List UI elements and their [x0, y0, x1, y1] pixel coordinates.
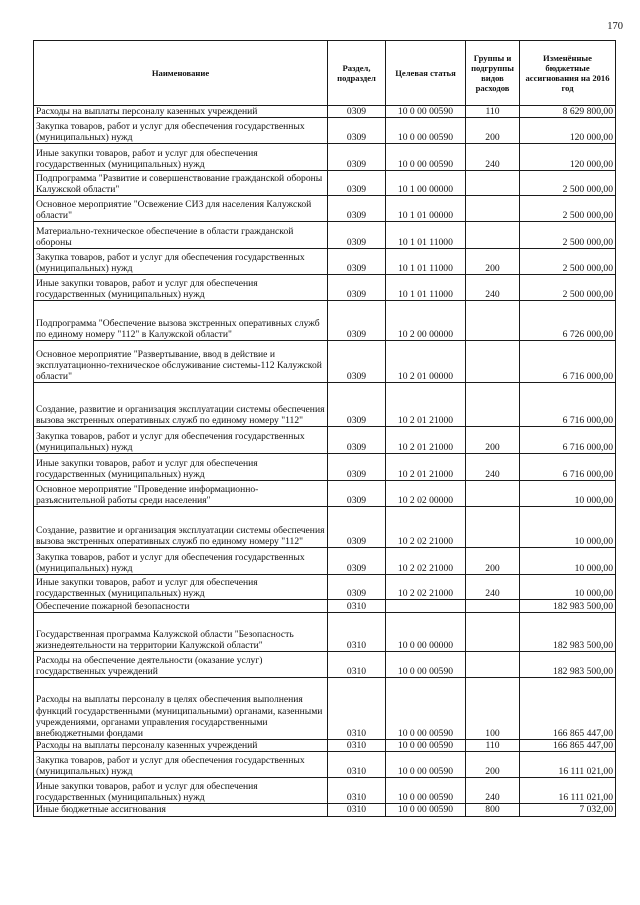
table-cell-name: Расходы на выплаты персоналу казенных учреждений	[34, 106, 328, 118]
table-cell-group: 240	[466, 454, 520, 481]
table-cell-section: 0309	[328, 144, 386, 171]
table-cell-name: Иные закупки товаров, работ и услуг для обеспечения государственных (муниципальных) нужд	[34, 575, 328, 600]
table-cell-group: 200	[466, 249, 520, 275]
table-cell-amount: 8 629 800,00	[520, 106, 616, 118]
table-cell-section: 0309	[328, 427, 386, 454]
table-cell-name: Создание, развитие и организация эксплуатации системы обеспечения вызова экстренных оперативных служб по единому номеру "112"	[34, 383, 328, 427]
table-cell-group: 200	[466, 548, 520, 575]
table-cell-amount: 166 865 447,00	[520, 740, 616, 752]
table-cell-group	[466, 600, 520, 613]
table-cell-section: 0310	[328, 740, 386, 752]
table-cell-section: 0309	[328, 481, 386, 507]
table-cell-article: 10 0 00 00590	[386, 678, 466, 740]
table-cell-section: 0309	[328, 118, 386, 144]
table-cell-article: 10 1 01 11000	[386, 222, 466, 249]
table-cell-group: 100	[466, 678, 520, 740]
table-cell-group: 240	[466, 575, 520, 600]
table-cell-name: Подпрограмма "Обеспечение вызова экстренных оперативных служб по единому номеру "112" в Калужской области"	[34, 301, 328, 341]
table-row	[34, 481, 616, 507]
table-cell-article: 10 1 00 00000	[386, 171, 466, 196]
table-row	[34, 454, 616, 481]
table-cell-article: 10 0 00 00590	[386, 118, 466, 144]
table-row	[34, 249, 616, 275]
table-row	[34, 144, 616, 171]
table-cell-group	[466, 652, 520, 678]
table-cell-section: 0309	[328, 507, 386, 548]
table-cell-article: 10 0 00 00590	[386, 740, 466, 752]
table-cell-section: 0310	[328, 804, 386, 816]
table-row	[34, 171, 616, 196]
table-cell-section: 0309	[328, 454, 386, 481]
table-cell-amount: 182 983 500,00	[520, 600, 616, 613]
table-cell-amount: 2 500 000,00	[520, 249, 616, 275]
table-cell-section: 0309	[328, 341, 386, 383]
table-cell-group	[466, 222, 520, 249]
table-row	[34, 507, 616, 548]
table-cell-group: 240	[466, 144, 520, 171]
table-cell-amount: 120 000,00	[520, 144, 616, 171]
table-cell-name: Обеспечение пожарной безопасности	[34, 600, 328, 613]
page-number: 170	[607, 21, 623, 32]
table-cell-article: 10 0 00 00590	[386, 106, 466, 118]
table-cell-article: 10 2 01 21000	[386, 427, 466, 454]
table-cell-amount: 16 111 021,00	[520, 752, 616, 778]
table-cell-amount: 6 716 000,00	[520, 454, 616, 481]
table-row	[34, 301, 616, 341]
table-cell-group	[466, 383, 520, 427]
table-cell-group: 110	[466, 106, 520, 118]
table-cell-section: 0309	[328, 249, 386, 275]
table-cell-group	[466, 171, 520, 196]
table-cell-section: 0310	[328, 600, 386, 613]
table-cell-section: 0309	[328, 275, 386, 301]
table-cell-article: 10 2 01 00000	[386, 341, 466, 383]
table-cell-article: 10 2 02 00000	[386, 481, 466, 507]
table-cell-group: 200	[466, 427, 520, 454]
table-cell-name: Расходы на выплаты персоналу казенных учреждений	[34, 740, 328, 752]
table-cell-group: 200	[466, 118, 520, 144]
table-cell-group: 110	[466, 740, 520, 752]
table-cell-name: Основное мероприятие "Проведение информационно-разъяснительной работы среди населения"	[34, 481, 328, 507]
table-cell-name: Иные закупки товаров, работ и услуг для обеспечения государственных (муниципальных) нужд	[34, 144, 328, 171]
table-row	[34, 427, 616, 454]
table-cell-group: 200	[466, 752, 520, 778]
table-cell-section: 0310	[328, 678, 386, 740]
table-cell-amount: 10 000,00	[520, 548, 616, 575]
table-row	[34, 118, 616, 144]
table-row	[34, 575, 616, 600]
table-cell-amount: 6 726 000,00	[520, 301, 616, 341]
table-cell-group	[466, 301, 520, 341]
header-group: Группы и подгруппы видов расходов	[466, 41, 520, 106]
table-row	[34, 678, 616, 740]
table-cell-name: Расходы на выплаты персоналу в целях обеспечения выполнения функций государственными (муниципальными) органами, казенными учреждениями, органами управления государственными внебюджетными фондами	[34, 678, 328, 740]
table-cell-name: Закупка товаров, работ и услуг для обеспечения государственных (муниципальных) нужд	[34, 548, 328, 575]
header-amount: Изменённые бюджетные ассигнования на 2016 год	[520, 41, 616, 106]
table-row	[34, 752, 616, 778]
header-section: Раздел, подраздел	[328, 41, 386, 106]
table-cell-name: Закупка товаров, работ и услуг для обеспечения государственных (муниципальных) нужд	[34, 752, 328, 778]
table-cell-amount: 10 000,00	[520, 481, 616, 507]
table-cell-section: 0309	[328, 548, 386, 575]
table-cell-article: 10 1 01 11000	[386, 249, 466, 275]
table-row	[34, 222, 616, 249]
header-name: Наименование	[34, 41, 328, 106]
table-cell-name: Иные бюджетные ассигнования	[34, 804, 328, 816]
table-cell-amount: 2 500 000,00	[520, 275, 616, 301]
table-cell-article: 10 2 00 00000	[386, 301, 466, 341]
table-cell-name: Иные закупки товаров, работ и услуг для обеспечения государственных (муниципальных) нужд	[34, 778, 328, 804]
table-cell-group	[466, 613, 520, 652]
table-cell-name: Закупка товаров, работ и услуг для обеспечения государственных (муниципальных) нужд	[34, 249, 328, 275]
table-cell-section: 0309	[328, 383, 386, 427]
table-cell-group	[466, 341, 520, 383]
table-row	[34, 341, 616, 383]
table-cell-amount: 6 716 000,00	[520, 383, 616, 427]
table-row	[34, 548, 616, 575]
table-cell-article: 10 2 02 21000	[386, 548, 466, 575]
table-cell-amount: 182 983 500,00	[520, 652, 616, 678]
table-cell-name: Материально-техническое обеспечение в области гражданской обороны	[34, 222, 328, 249]
table-cell-article: 10 2 02 21000	[386, 575, 466, 600]
table-cell-section: 0309	[328, 575, 386, 600]
table-cell-article: 10 1 01 00000	[386, 196, 466, 222]
table-cell-section: 0309	[328, 171, 386, 196]
table-cell-name: Закупка товаров, работ и услуг для обеспечения государственных (муниципальных) нужд	[34, 118, 328, 144]
header-article: Целевая статья	[386, 41, 466, 106]
table-cell-article: 10 0 00 00590	[386, 144, 466, 171]
table-cell-group: 800	[466, 804, 520, 816]
table-cell-article: 10 0 00 00000	[386, 613, 466, 652]
table-cell-group	[466, 507, 520, 548]
table-cell-amount: 2 500 000,00	[520, 196, 616, 222]
table-cell-name: Государственная программа Калужской области "Безопасность жизнедеятельности на территории Калужской области"	[34, 613, 328, 652]
table-cell-group: 240	[466, 778, 520, 804]
table-cell-article: 10 0 00 00590	[386, 778, 466, 804]
table-row	[34, 106, 616, 118]
table-cell-name: Основное мероприятие "Освежение СИЗ для населения Калужской области"	[34, 196, 328, 222]
table-cell-group	[466, 481, 520, 507]
budget-table	[33, 40, 616, 817]
table-cell-section: 0310	[328, 613, 386, 652]
table-cell-amount: 6 716 000,00	[520, 341, 616, 383]
table-cell-section: 0309	[328, 222, 386, 249]
table-cell-name: Закупка товаров, работ и услуг для обеспечения государственных (муниципальных) нужд	[34, 427, 328, 454]
table-cell-section: 0309	[328, 196, 386, 222]
table-row	[34, 740, 616, 752]
table-cell-article: 10 2 01 21000	[386, 383, 466, 427]
table-cell-group: 240	[466, 275, 520, 301]
table-cell-section: 0309	[328, 301, 386, 341]
table-row	[34, 804, 616, 816]
table-cell-article: 10 1 01 11000	[386, 275, 466, 301]
table-cell-article	[386, 600, 466, 613]
table-cell-article: 10 0 00 00590	[386, 752, 466, 778]
table-cell-amount: 10 000,00	[520, 575, 616, 600]
table-cell-name: Создание, развитие и организация эксплуатации системы обеспечения вызова экстренных оперативных служб по единому номеру "112"	[34, 507, 328, 548]
table-cell-group	[466, 196, 520, 222]
table-cell-article: 10 2 02 21000	[386, 507, 466, 548]
table-cell-article: 10 0 00 00590	[386, 804, 466, 816]
table-cell-amount: 16 111 021,00	[520, 778, 616, 804]
table-cell-amount: 120 000,00	[520, 118, 616, 144]
table-cell-section: 0310	[328, 778, 386, 804]
table-row	[34, 196, 616, 222]
table-cell-name: Расходы на обеспечение деятельности (оказание услуг) государственных учреждений	[34, 652, 328, 678]
table-row	[34, 600, 616, 613]
table-cell-amount: 182 983 500,00	[520, 613, 616, 652]
table-row	[34, 652, 616, 678]
table-cell-name: Основное мероприятие "Развертывание, ввод в действие и эксплуатационно-техническое обслуживание системы-112 Калужской области"	[34, 341, 328, 383]
table-cell-amount: 2 500 000,00	[520, 171, 616, 196]
table-row	[34, 778, 616, 804]
table-cell-amount: 10 000,00	[520, 507, 616, 548]
table-cell-name: Подпрограмма "Развитие и совершенствование гражданской обороны Калужской области"	[34, 171, 328, 196]
table-header-row	[34, 41, 616, 106]
table-cell-amount: 7 032,00	[520, 804, 616, 816]
table-cell-amount: 2 500 000,00	[520, 222, 616, 249]
table-cell-section: 0310	[328, 652, 386, 678]
table-cell-article: 10 0 00 00590	[386, 652, 466, 678]
table-row	[34, 613, 616, 652]
table-cell-section: 0310	[328, 752, 386, 778]
table-row	[34, 275, 616, 301]
table-cell-amount: 166 865 447,00	[520, 678, 616, 740]
table-cell-name: Иные закупки товаров, работ и услуг для обеспечения государственных (муниципальных) нужд	[34, 275, 328, 301]
table-row	[34, 383, 616, 427]
table-cell-article: 10 2 01 21000	[386, 454, 466, 481]
table-cell-name: Иные закупки товаров, работ и услуг для обеспечения государственных (муниципальных) нужд	[34, 454, 328, 481]
table-cell-amount: 6 716 000,00	[520, 427, 616, 454]
table-cell-section: 0309	[328, 106, 386, 118]
